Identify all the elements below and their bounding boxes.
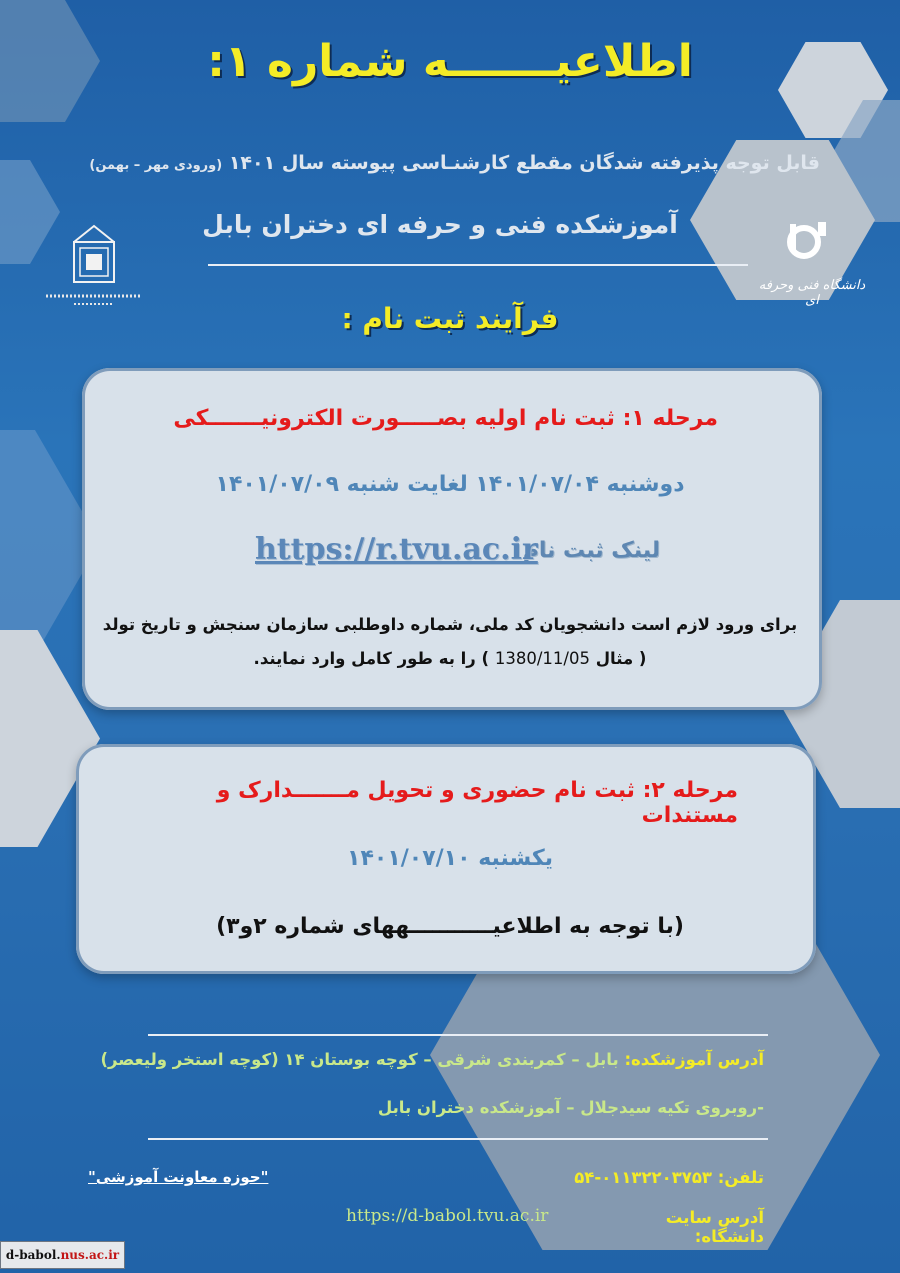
college-emblem-logo <box>44 218 144 308</box>
birthdate-example: 1380/11/05 <box>494 649 590 668</box>
footer-divider-bottom <box>148 1138 768 1140</box>
address-line-1: بابل – کمربندی شرقی – کوچه بوستان ۱۴ (کوچه استخر ولیعصر) <box>100 1050 619 1069</box>
site-badge[interactable]: d-babol. nus.ac.ir <box>0 1241 125 1269</box>
registration-link[interactable]: https://r.tvu.ac.ir <box>255 532 538 567</box>
registration-link-label: لینک ثبت نام <box>522 538 660 563</box>
phone-row <box>400 1168 764 1187</box>
step-1-dates: دوشنبه ۱۴۰۱/۰۷/۰۴ لغایت شنبه ۱۴۰۱/۰۷/۰۹ <box>215 472 685 497</box>
address-label: آدرس آموزشکده: <box>624 1050 764 1069</box>
university-site-link[interactable]: https://d-babol.tvu.ac.ir <box>346 1206 549 1226</box>
college-address-line-2: -روبروی تکیه سیدجلال – آموزشکده دختران بابل <box>377 1098 764 1117</box>
step-2-title: مرحله ۲: ثبت نام حضوری و تحویل مـــــــدارک و مستندات <box>216 778 738 828</box>
tvu-logo-icon <box>752 214 872 270</box>
registration-process-heading: فرآیند ثبت نام : <box>341 302 559 335</box>
registration-link-row <box>100 532 800 576</box>
footer-divider-top <box>148 1034 768 1036</box>
step-2-note: (با توجه به اطلاعیـــــــــــههای شماره ۲و۳) <box>216 914 684 939</box>
announcement-title: اطلاعیـــــــه شماره ۱: <box>207 36 693 87</box>
step-1-title: مرحله ۱: ثبت نام اولیه بصـــــورت الکترونیـــــــکی <box>173 406 718 431</box>
header-divider <box>208 264 748 266</box>
step-1-instructions <box>100 608 800 676</box>
instructions-line-1: برای ورود لازم است دانشجویان کد ملی، شماره داوطلبی سازمان سنجش و تاریخ تولد <box>102 615 798 634</box>
site-label: آدرس سایت دانشگاه: <box>665 1208 764 1246</box>
phone-number: ۰۱۱۳۲۲۰۳۷۵۳-۵۴ <box>574 1168 712 1187</box>
university-logo <box>752 214 872 308</box>
college-address-line-1 <box>100 1050 764 1069</box>
step-2-date: یکشنبه ۱۴۰۱/۰۷/۱۰ <box>347 846 553 871</box>
university-logo-text: دانشگاه فنی وحرفه ای <box>758 278 866 308</box>
subtitle-admitted-students: قابل توجه پذیرفته شدگان مقطع کارشنـاسی پیوسته سال ۱۴۰۱ (ورودی مهر – بهمن) <box>89 152 820 174</box>
college-name: آموزشکده فنی و حرفه ای دختران بابل <box>202 210 678 239</box>
academic-office-signature: "حوزه معاونت آموزشی" <box>88 1168 269 1186</box>
instructions-line-2: ( مثال 1380/11/05 ) را به طور کامل وارد نمایند. <box>253 649 647 668</box>
phone-label: تلفن: <box>717 1168 764 1187</box>
